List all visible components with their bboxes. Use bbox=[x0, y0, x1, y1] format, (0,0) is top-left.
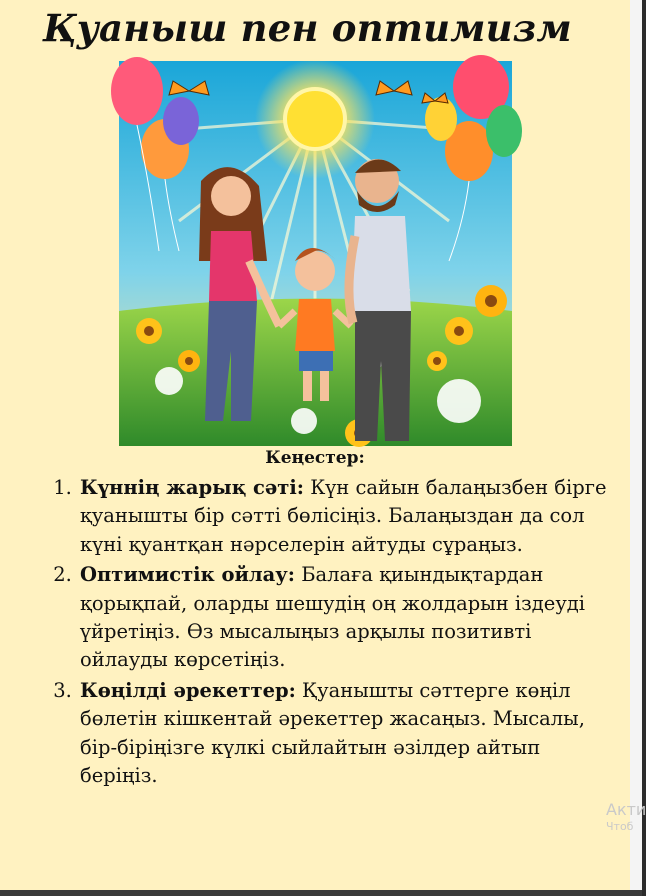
viewer-scroll-gutter bbox=[630, 0, 642, 890]
tip-text: Күн сайын балаңызбен бірге қуанышты бір сәтті бөлісіңіз. Балаңыздан да сол күні қуантқан нәрселерін айтуды сұраңыз. bbox=[80, 476, 607, 556]
tip-item bbox=[78, 561, 618, 675]
tip-title: Көңілді әрекеттер: bbox=[80, 678, 296, 702]
tip-title: Оптимистік ойлау: bbox=[80, 563, 295, 587]
tip-text: Қуанышты сәттерге көңіл бөлетін кішкентай әрекеттер жасаңыз. Мысалы, бір-біріңізге күлкі сыйлайтын әзілдер айтып беріңіз. bbox=[80, 678, 585, 788]
page-title: Қуаныш пен оптимизм bbox=[43, 6, 572, 50]
activation-watermark bbox=[606, 800, 646, 834]
tips-heading: Кеңестер: bbox=[265, 448, 365, 468]
tip-item bbox=[78, 677, 618, 791]
tips-list bbox=[56, 474, 618, 792]
tip-title: Күннің жарық сәті: bbox=[80, 476, 304, 499]
tip-text: Балаға қиындықтардан қорықпай, оларды шешудің оң жолдарын іздеуді үйретіңіз. Өз мысалыңыз арқылы позитивті ойлауды көрсетіңіз. bbox=[80, 563, 586, 672]
watermark-line-1: Акти bbox=[606, 800, 646, 819]
watermark-line-2: Чтоб bbox=[606, 820, 634, 833]
viewer-bottom-edge bbox=[0, 890, 642, 896]
family-illustration bbox=[119, 61, 512, 446]
tip-item bbox=[78, 474, 618, 559]
